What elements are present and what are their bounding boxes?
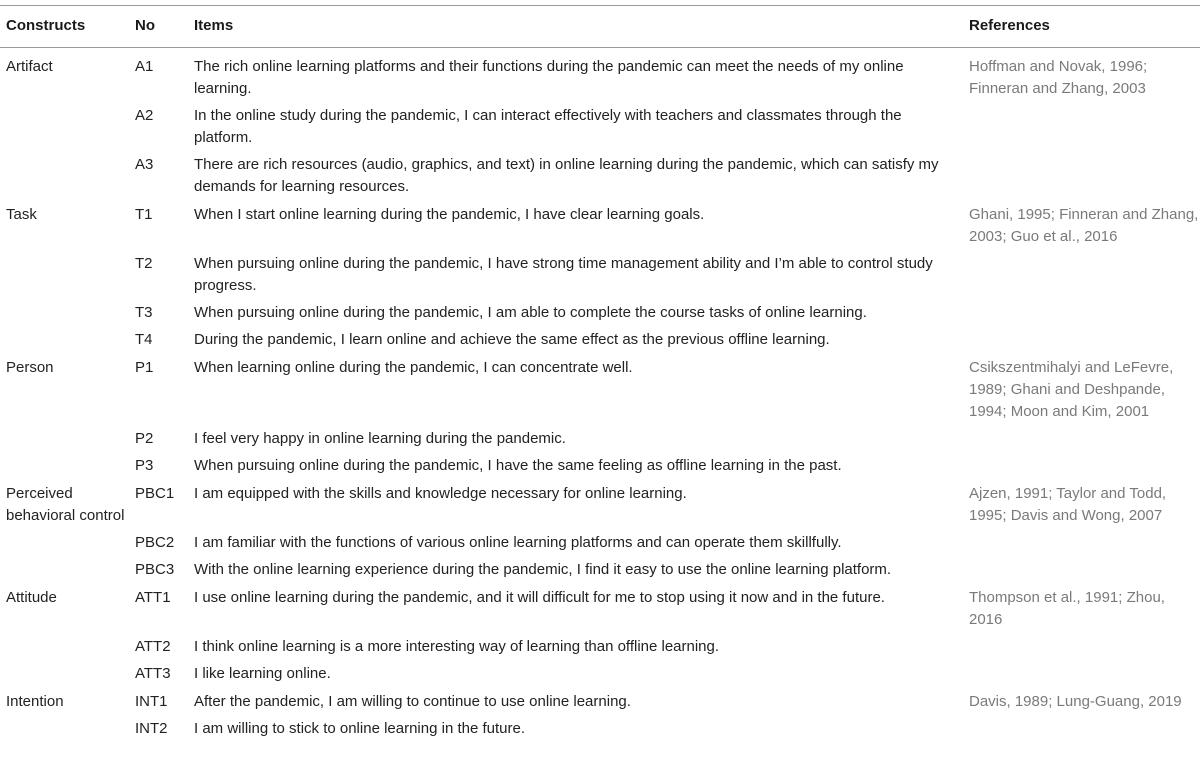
item-number-cell: INT1 bbox=[135, 693, 168, 710]
construct-cell bbox=[0, 453, 128, 480]
table-row bbox=[0, 251, 1200, 300]
item-text-cell: I use online learning during the pandemic, and it will difficult for me to stop using it now and in the future. bbox=[194, 589, 885, 606]
table-row bbox=[0, 327, 1200, 354]
construct-cell: Attitude bbox=[6, 589, 57, 606]
table-row bbox=[0, 661, 1200, 688]
item-number-cell: PBC1 bbox=[135, 485, 175, 502]
item-number-cell: A3 bbox=[135, 156, 154, 173]
item-text-cell: When learning online during the pandemic, I can concentrate well. bbox=[194, 359, 633, 376]
construct-cell: Task bbox=[6, 206, 37, 223]
table-row bbox=[0, 426, 1200, 453]
item-number-cell: INT2 bbox=[135, 720, 168, 737]
item-text-cell: There are rich resources (audio, graphics, and text) in online learning during the pandemic, which can satisfy my demands for learning resources. bbox=[194, 156, 939, 195]
references-cell bbox=[963, 327, 1200, 354]
construct-cell: Perceived behavioral control bbox=[6, 485, 125, 524]
item-text-cell: During the pandemic, I learn online and achieve the same effect as the previous offline learning. bbox=[194, 331, 830, 348]
table-row bbox=[0, 584, 1200, 634]
references-cell bbox=[963, 661, 1200, 688]
table-row bbox=[0, 354, 1200, 426]
references-cell: Csikszentmihalyi and LeFevre, 1989; Ghani and Deshpande, 1994; Moon and Kim, 2001 bbox=[969, 359, 1174, 420]
item-text-cell: I am equipped with the skills and knowledge necessary for online learning. bbox=[194, 485, 687, 502]
item-text-cell: After the pandemic, I am willing to continue to use online learning. bbox=[194, 693, 631, 710]
references-cell bbox=[963, 103, 1200, 152]
construct-cell bbox=[0, 661, 128, 688]
header-constructs: Constructs bbox=[0, 6, 128, 48]
table-row bbox=[0, 152, 1200, 201]
item-number-cell: PBC3 bbox=[135, 561, 175, 578]
construct-cell bbox=[0, 634, 128, 661]
table-row bbox=[0, 201, 1200, 251]
references-cell bbox=[963, 251, 1200, 300]
constructs-table bbox=[0, 6, 1200, 743]
table-row bbox=[0, 688, 1200, 716]
construct-cell bbox=[0, 530, 128, 557]
item-number-cell: ATT2 bbox=[135, 638, 171, 655]
references-cell: Ghani, 1995; Finneran and Zhang, 2003; Guo et al., 2016 bbox=[969, 206, 1199, 245]
item-text-cell: I am willing to stick to online learning in the future. bbox=[194, 720, 526, 737]
item-number-cell: P2 bbox=[135, 430, 154, 447]
references-cell: Thompson et al., 1991; Zhou, 2016 bbox=[969, 589, 1165, 628]
construct-cell: Artifact bbox=[6, 58, 53, 75]
table-row bbox=[0, 453, 1200, 480]
item-number-cell: T2 bbox=[135, 255, 153, 272]
construct-cell bbox=[0, 103, 128, 152]
item-number-cell: PBC2 bbox=[135, 534, 175, 551]
references-cell bbox=[963, 300, 1200, 327]
table-row bbox=[0, 530, 1200, 557]
item-text-cell: When pursuing online during the pandemic, I am able to complete the course tasks of online learning. bbox=[194, 304, 867, 321]
item-text-cell: I think online learning is a more interesting way of learning than offline learning. bbox=[194, 638, 720, 655]
item-text-cell: I like learning online. bbox=[194, 665, 331, 682]
item-text-cell: When pursuing online during the pandemic, I have strong time management ability and I’m able to control study progress. bbox=[194, 255, 933, 294]
item-text-cell: The rich online learning platforms and their functions during the pandemic can meet the needs of my online learning. bbox=[194, 58, 904, 97]
header-items: Items bbox=[187, 6, 963, 48]
item-number-cell: T4 bbox=[135, 331, 153, 348]
table-row bbox=[0, 634, 1200, 661]
references-cell bbox=[963, 557, 1200, 584]
item-number-cell: ATT3 bbox=[135, 665, 171, 682]
references-cell bbox=[963, 426, 1200, 453]
item-text-cell: When pursuing online during the pandemic, I have the same feeling as offline learning in the past. bbox=[194, 457, 842, 474]
references-cell: Ajzen, 1991; Taylor and Todd, 1995; Davis and Wong, 2007 bbox=[969, 485, 1167, 524]
construct-cell bbox=[0, 300, 128, 327]
references-cell bbox=[963, 152, 1200, 201]
item-number-cell: P1 bbox=[135, 359, 154, 376]
table-header-row bbox=[0, 6, 1200, 48]
table-row bbox=[0, 300, 1200, 327]
construct-cell: Intention bbox=[6, 693, 64, 710]
construct-cell bbox=[0, 716, 128, 743]
references-cell bbox=[963, 453, 1200, 480]
construct-cell bbox=[0, 327, 128, 354]
item-text-cell: I feel very happy in online learning during the pandemic. bbox=[194, 430, 566, 447]
item-number-cell: T1 bbox=[135, 206, 153, 223]
references-cell bbox=[963, 530, 1200, 557]
construct-cell bbox=[0, 251, 128, 300]
item-number-cell: A1 bbox=[135, 58, 154, 75]
item-number-cell: A2 bbox=[135, 107, 154, 124]
table-row bbox=[0, 103, 1200, 152]
references-cell: Davis, 1989; Lung-Guang, 2019 bbox=[969, 693, 1182, 710]
construct-cell bbox=[0, 557, 128, 584]
references-cell bbox=[963, 716, 1200, 743]
item-number-cell: T3 bbox=[135, 304, 153, 321]
item-text-cell: With the online learning experience during the pandemic, I find it easy to use the online learning platform. bbox=[194, 561, 892, 578]
header-no: No bbox=[128, 6, 187, 48]
construct-cell: Person bbox=[6, 359, 54, 376]
constructs-table-container bbox=[0, 6, 1200, 743]
table-body bbox=[0, 48, 1200, 744]
item-text-cell: In the online study during the pandemic, I can interact effectively with teachers and classmates through the platform. bbox=[194, 107, 902, 146]
item-number-cell: ATT1 bbox=[135, 589, 171, 606]
item-text-cell: I am familiar with the functions of various online learning platforms and can operate them skillfully. bbox=[194, 534, 842, 551]
table-row bbox=[0, 480, 1200, 530]
references-cell: Hoffman and Novak, 1996; Finneran and Zhang, 2003 bbox=[969, 58, 1148, 97]
table-row bbox=[0, 716, 1200, 743]
construct-cell bbox=[0, 426, 128, 453]
header-references: References bbox=[963, 6, 1200, 48]
item-number-cell: P3 bbox=[135, 457, 154, 474]
table-row bbox=[0, 557, 1200, 584]
construct-cell bbox=[0, 152, 128, 201]
references-cell bbox=[963, 634, 1200, 661]
table-row bbox=[0, 48, 1200, 104]
item-text-cell: When I start online learning during the pandemic, I have clear learning goals. bbox=[194, 206, 705, 223]
